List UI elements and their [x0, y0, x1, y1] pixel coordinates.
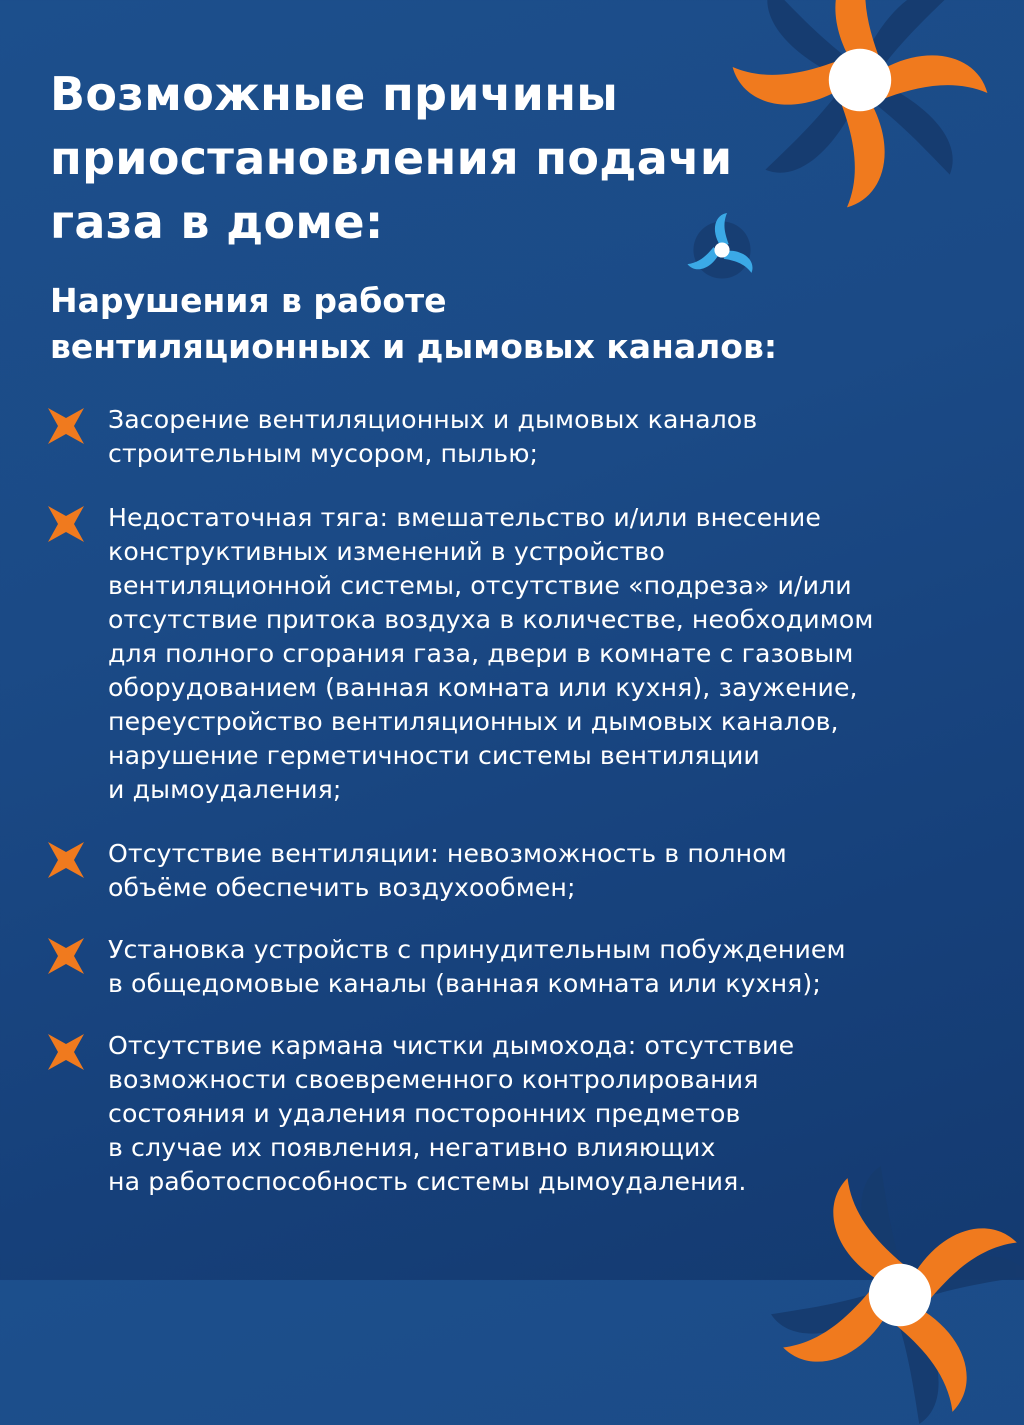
text-line: переустройство вентиляционных и дымовых каналов,: [108, 707, 839, 736]
text-line: и дымоудаления;: [108, 775, 342, 804]
text-line: оборудованием (ванная комната или кухня), заужение,: [108, 673, 858, 702]
text-line: в случае их появления, негативно влияющих: [108, 1133, 716, 1162]
text-line: объёме обеспечить воздухообмен;: [108, 873, 576, 902]
text-line: на работоспособность системы дымоудаления.: [108, 1167, 747, 1196]
page-title: [50, 62, 810, 254]
text-line: конструктивных изменений в устройство: [108, 537, 665, 566]
text-line: для полного сгорания газа, двери в комнате с газовым: [108, 639, 854, 668]
orange-star-bullet-icon: [46, 936, 86, 976]
text-line: Отсутствие кармана чистки дымохода: отсутствие: [108, 1031, 795, 1060]
orange-star-bullet-icon: [46, 1032, 86, 1072]
orange-star-bullet-icon: [46, 504, 86, 544]
title-line: приостановления подачи: [50, 131, 733, 185]
text-line: отсутствие притока воздуха в количестве, необходимом: [108, 605, 874, 634]
text-line: Отсутствие вентиляции: невозможность в полном: [108, 839, 787, 868]
text-line: состояния и удаления посторонних предметов: [108, 1099, 741, 1128]
title-line: газа в доме:: [50, 195, 384, 249]
list-item-text: [108, 933, 978, 1001]
orange-fan-icon: [770, 1165, 1024, 1425]
list-item-text: [108, 1029, 978, 1199]
list-item-text: [108, 837, 978, 905]
orange-star-bullet-icon: [46, 406, 86, 446]
subtitle-line: Нарушения в работе: [50, 281, 447, 320]
section-subtitle: [50, 278, 950, 370]
text-line: нарушение герметичности системы вентиляции: [108, 741, 760, 770]
text-line: возможности своевременного контролирования: [108, 1065, 759, 1094]
text-line: Недостаточная тяга: вмешательство и/или внесение: [108, 503, 821, 532]
list-item-text: [108, 501, 978, 807]
text-line: вентиляционной системы, отсутствие «подреза» и/или: [108, 571, 852, 600]
orange-star-bullet-icon: [46, 840, 86, 880]
text-line: строительным мусором, пылью;: [108, 439, 539, 468]
text-line: в общедомовые каналы (ванная комната или кухня);: [108, 969, 821, 998]
list-item-text: [108, 403, 978, 471]
subtitle-line: вентиляционных и дымовых каналов:: [50, 327, 778, 366]
text-line: Установка устройств с принудительным побуждением: [108, 935, 846, 964]
title-line: Возможные причины: [50, 67, 619, 121]
text-line: Засорение вентиляционных и дымовых каналов: [108, 405, 758, 434]
